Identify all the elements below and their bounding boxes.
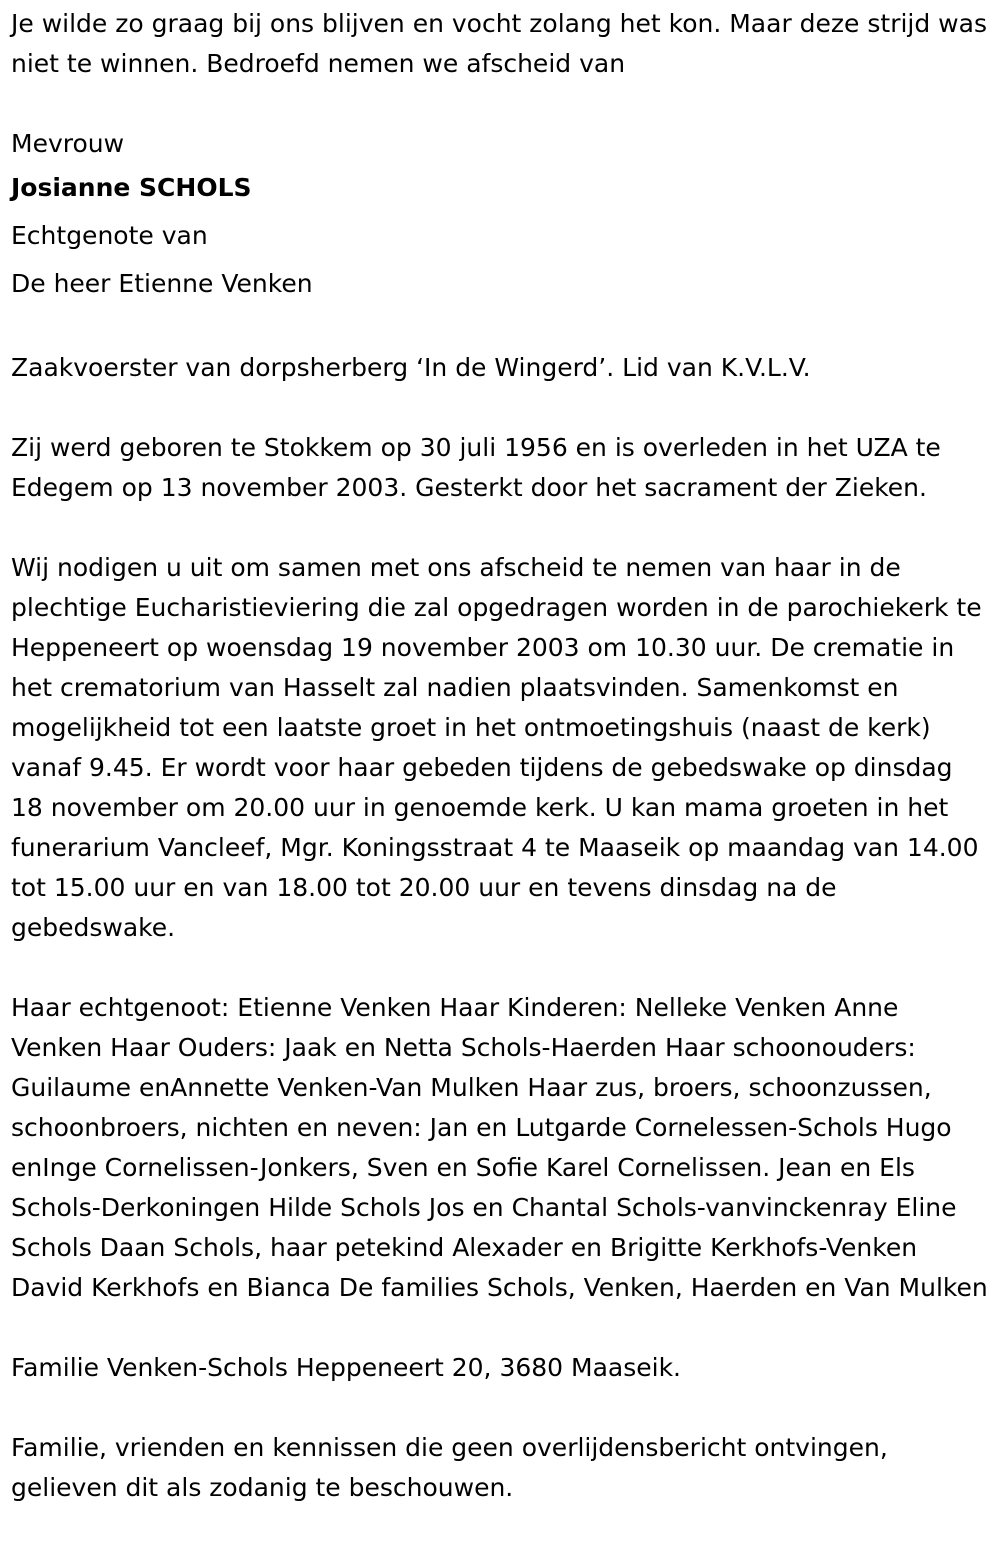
invitation-paragraph: Wij nodigen u uit om samen met ons afscheid te nemen van haar in de plechtige Eucharistieviering die zal opgedragen worden in de parochiekerk te Heppeneert op woensdag 19 november 2003 om 10.30 uur. De crematie in het crematorium van Hasselt zal nadien plaatsvinden. Samenkomst en mogelijkheid tot een laatste groet in het ontmoetingshuis (naast de kerk) vanaf 9.45. Er wordt voor haar gebeden tijdens de gebedswake op dinsdag 18 november om 20.00 uur in genoemde kerk. U kan mama groeten in het funerarium Vancleef, Mgr. Koningsstraat 4 te Maaseik op maandag van 14.00 tot 15.00 uur en van 18.00 tot 20.00 uur en tevens dinsdag na de gebedswake. [11, 553, 982, 942]
intro-paragraph: Je wilde zo graag bij ons blijven en vocht zolang het kon. Maar deze strijd was niet te winnen. Bedroefd nemen we afscheid van [11, 9, 987, 78]
occupation-paragraph: Zaakvoerster van dorpsherberg ‘In de Wingerd’. Lid van K.V.L.V. [11, 353, 811, 382]
deceased-name: Josianne SCHOLS [11, 173, 252, 202]
relation-label: Echtgenote van [11, 221, 208, 250]
spouse-name: De heer Etienne Venken [11, 269, 313, 298]
closing-paragraph: Familie, vrienden en kennissen die geen overlijdensbericht ontvingen, gelieven dit als zodanig te beschouwen. [11, 1433, 888, 1502]
name-block [11, 124, 990, 308]
family-paragraph: Haar echtgenoot: Etienne Venken Haar Kinderen: Nelleke Venken Anne Venken Haar Ouders: Jaak en Netta Schols-Haerden Haar schoonouders: Guilaume enAnnette Venken-Van Mulken Haar zus, broers, schoonzussen, schoonbroers, nichten en neven: Jan en Lutgarde Cornelessen-Schols Hugo enInge Cornelissen-Jonkers, Sven en Sofie Karel Cornelissen. Jean en Els Schols-Derkoningen Hilde Schols Jos en Chantal Schols-vanvinckenray Eline Schols Daan Schols, haar petekind Alexader en Brigitte Kerkhofs-Venken David Kerkhofs en Bianca De families Schols, Venken, Haerden en Van Mulken [11, 993, 988, 1302]
honorific: Mevrouw [11, 129, 125, 158]
address-paragraph: Familie Venken-Schols Heppeneert 20, 3680 Maaseik. [11, 1353, 682, 1382]
birth-death-paragraph: Zij werd geboren te Stokkem op 30 juli 1956 en is overleden in het UZA te Edegem op 13 november 2003. Gesterkt door het sacrament der Zieken. [11, 433, 941, 502]
